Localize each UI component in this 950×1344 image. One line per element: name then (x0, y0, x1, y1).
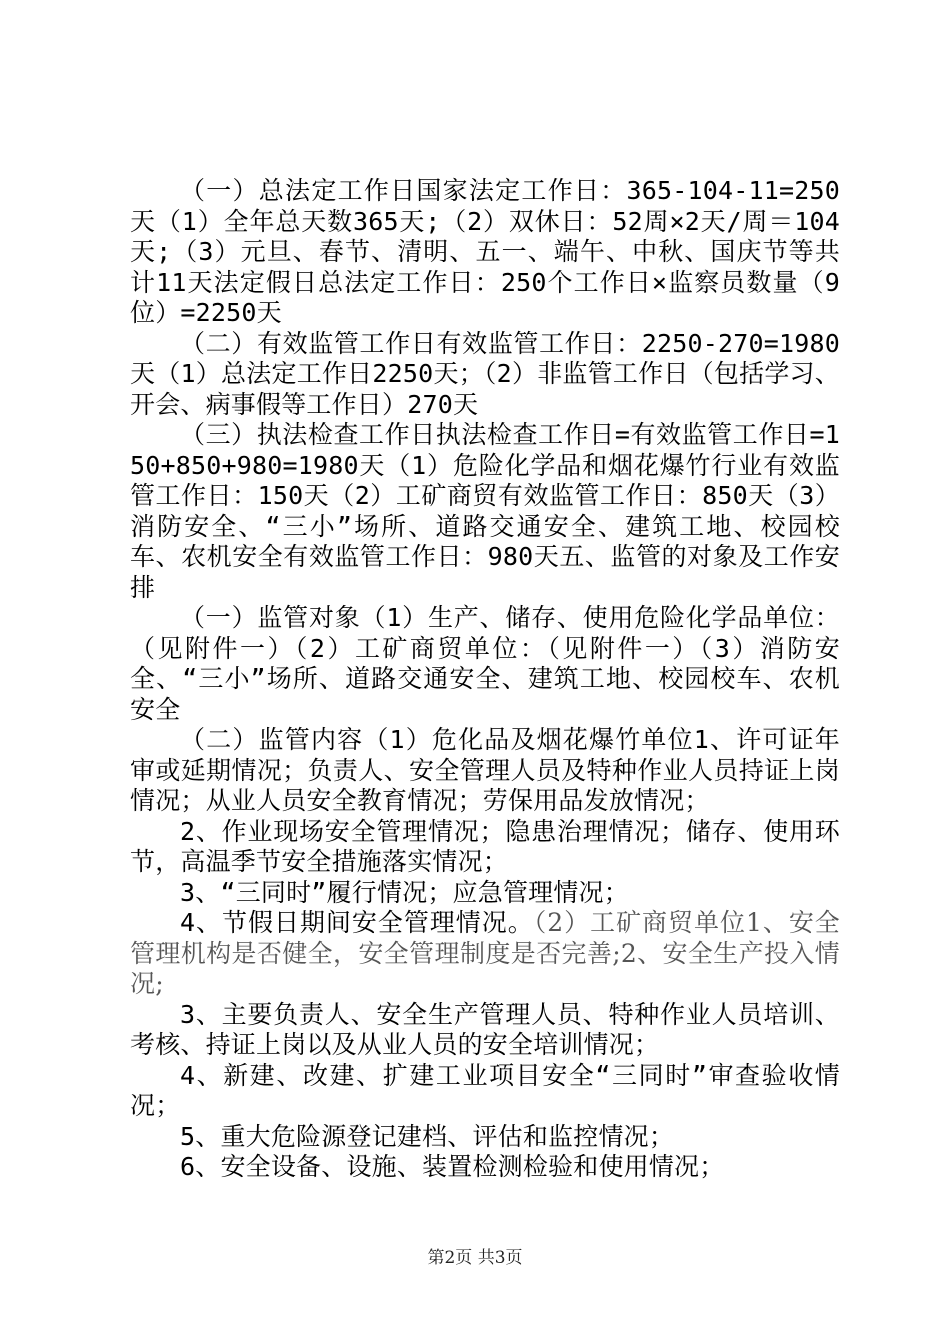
paragraph-item-3: 3、“三同时”履行情况；应急管理情况； (180, 877, 629, 907)
paragraph-item-2: 2、作业现场安全管理情况；隐患治理情况；储存、使用环节，高温季节安全措施落实情况； (130, 816, 840, 876)
paragraph-item-4-mixed (130, 908, 840, 1000)
paragraph-legal-workdays: （一）总法定工作日国家法定工作日：365-104-11=250天（1）全年总天数365天;（2）双休日：52周×2天/周＝104天;（3）元旦、春节、清明、五一、端午、中秋、国庆节等共计11天法定假日总法定工作日：250个工作日×监察员数量（9位）=2250天 (130, 176, 840, 327)
paragraph-supervision-content: （二）监管内容（1）危化品及烟花爆竹单位1、许可证年审或延期情况；负责人、安全管理人员及特种作业人员持证上岗情况；从业人员安全教育情况；劳保用品发放情况； (130, 725, 840, 815)
paragraph-training-item: 3、主要负责人、安全生产管理人员、特种作业人员培训、考核、持证上岗以及从业人员的安全培训情况； (130, 999, 840, 1059)
paragraph-hazard-source-item: 5、重大危险源登记建档、评估和监控情况； (180, 1121, 675, 1151)
paragraph-inspection-workdays: （三）执法检查工作日执法检查工作日=有效监管工作日=150+850+980=1980天（1）危险化学品和烟花爆竹行业有效监管工作日：150天（2）工矿商贸有效监管工作日：850天（3）消防安全、“三小”场所、道路交通安全、建筑工地、校园校车、农机安全有效监管工作日：980天五、监管的对象及工作安排 (130, 420, 840, 602)
paragraph-supervision-targets: （一）监管对象（1）生产、储存、使用危险化学品单位：（见附件一）（2）工矿商贸单位：（见附件一）（3）消防安全、“三小”场所、道路交通安全、建筑工地、校园校车、农机安全 (130, 603, 840, 724)
paragraph-effective-workdays: （二）有效监管工作日有效监管工作日：2250-270=1980天（1）总法定工作日2250天；（2）非监管工作日（包括学习、开会、病事假等工作日）270天 (130, 328, 840, 419)
paragraph-item-4-lead: 4、节假日期间安全管理情况。 (180, 908, 534, 937)
paragraph-industrial-units: （2）工矿商贸单位1、安全管理机构是否健全，安全管理制度是否完善;2、安全生产投入情况; (130, 908, 840, 998)
page-number-footer: 第2页 共3页 (427, 1248, 523, 1268)
document-body (130, 176, 840, 1183)
paragraph-equipment-item: 6、安全设备、设施、装置检测检验和使用情况； (180, 1152, 725, 1181)
paragraph-three-simultaneous-item: 4、新建、改建、扩建工业项目安全“三同时”审查验收情况； (130, 1060, 840, 1120)
